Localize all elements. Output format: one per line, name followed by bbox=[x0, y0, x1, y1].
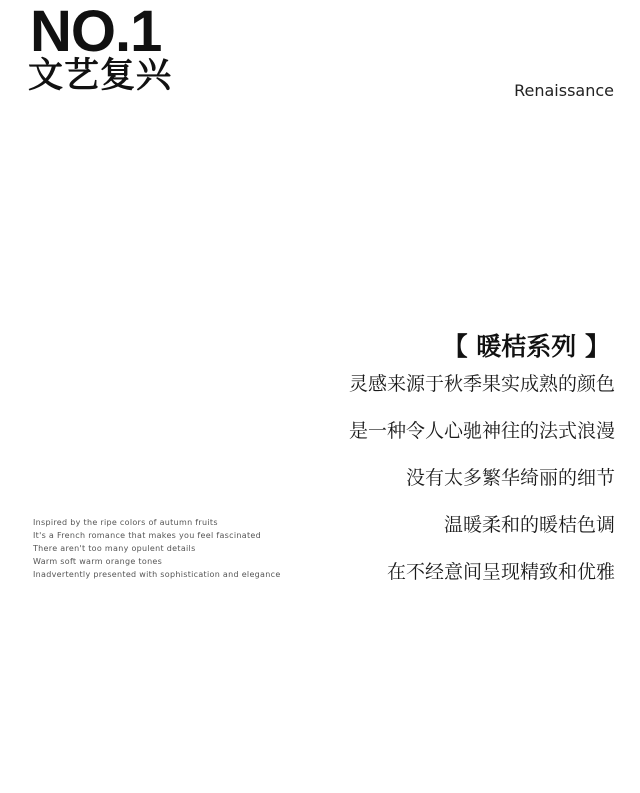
english-line: There aren't too many opulent details bbox=[33, 544, 196, 553]
english-line: Inspired by the ripe colors of autumn fruits bbox=[33, 518, 218, 527]
series-title: 【 暖桔系列 】 bbox=[442, 332, 610, 361]
english-text-block bbox=[33, 516, 281, 581]
poem-text-block bbox=[349, 372, 615, 607]
poem-line: 在不经意间呈现精致和优雅 bbox=[386, 561, 615, 583]
english-line: Inadvertently presented with sophistication and elegance bbox=[33, 570, 281, 579]
page-title-chinese: 文艺复兴 bbox=[28, 56, 173, 96]
poem-line: 是一种令人心驰神往的法式浪漫 bbox=[348, 420, 615, 442]
english-line: It's a French romance that makes you feel fascinated bbox=[33, 531, 261, 540]
poem-line: 没有太多繁华绮丽的细节 bbox=[405, 467, 615, 489]
poem-line: 灵感来源于秋季果实成熟的颜色 bbox=[348, 373, 615, 395]
english-line: Warm soft warm orange tones bbox=[33, 557, 163, 566]
poem-line: 温暖柔和的暖桔色调 bbox=[443, 514, 615, 536]
page-number-title: NO.1 bbox=[30, 0, 162, 64]
page-subtitle-english: Renaissance bbox=[514, 81, 614, 100]
